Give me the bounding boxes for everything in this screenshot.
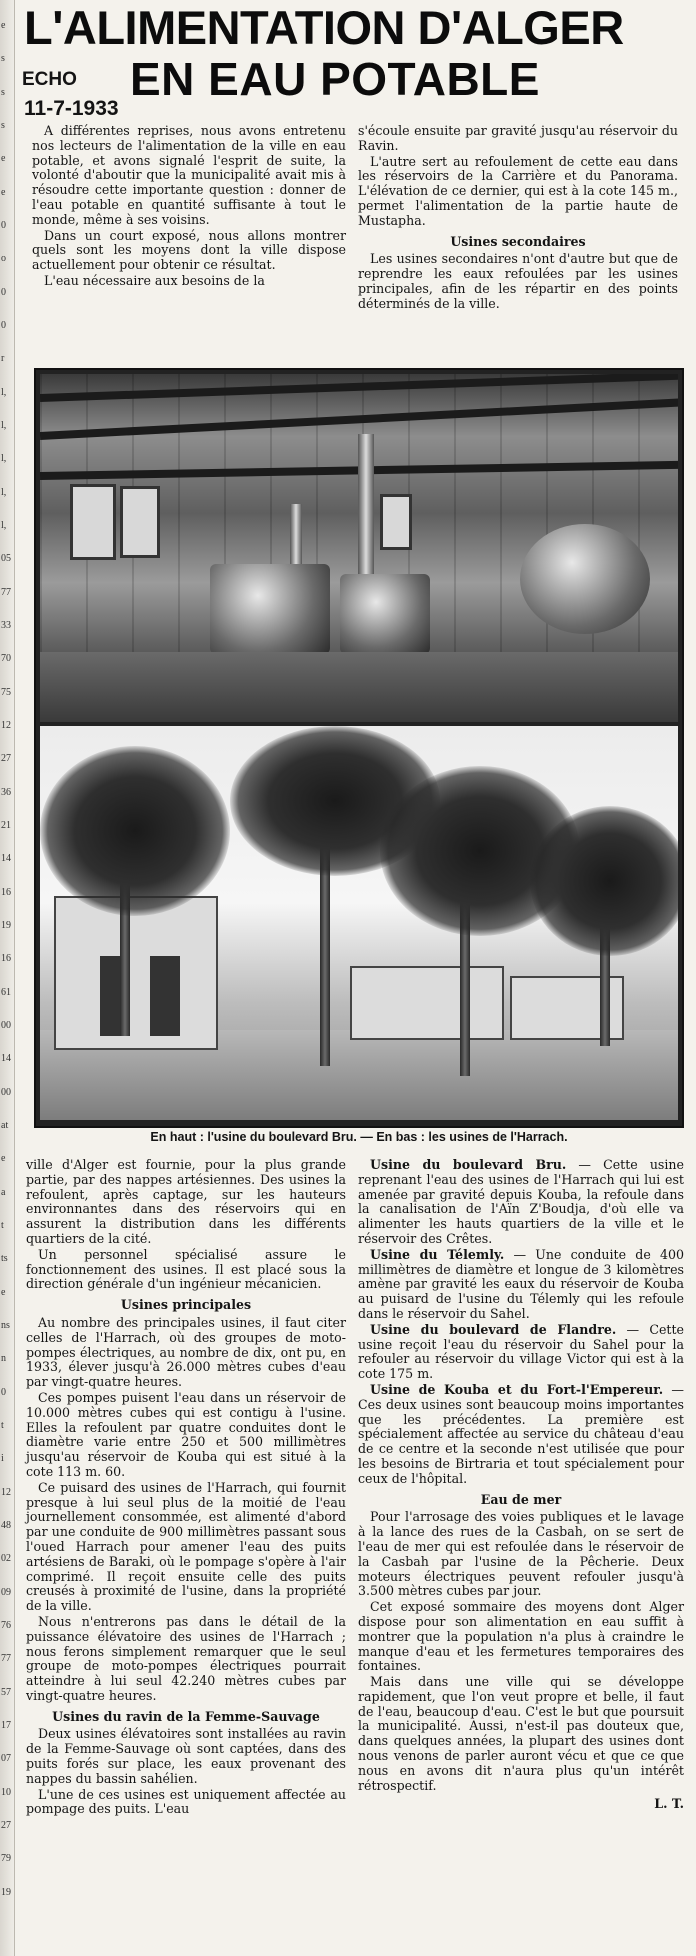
margin-fragment: l, [1,453,7,465]
section-heading: Usines du ravin de la Femme-Sauvage [52,1708,320,1724]
margin-fragment: 76 [1,1620,11,1631]
paragraph: ville d'Alger est fournie, pour la plus grande partie, par des nappes artésiennes. Des usines la refoulent, après captage, sur les hauteurs environnantes dans des réservoirs qui en assurent la distribution dans les différents quartiers de la cité. [26,1157,346,1246]
margin-fragment: i [1,1453,4,1465]
margin-fragment: o [1,253,6,265]
margin-fragment: r [1,353,5,365]
margin-fragment: 05 [1,553,11,565]
margin-fragment: ns [1,1320,10,1331]
margin-fragment: s [1,53,5,65]
paragraph: Deux usines élévatoires sont installées au ravin de la Femme-Sauvage où sont captées, dans des puits forés sur place, les eaux provenant des nappes du bassin sahélien. [26,1726,346,1786]
text-column-4 [358,1158,684,1812]
run-in-heading: Usine de Kouba et du Fort-l'Empereur. [370,1381,664,1397]
paragraph [358,1383,684,1487]
headline-line-1: L'ALIMENTATION D'ALGER [24,1,624,54]
margin-fragment: 79 [1,1853,11,1865]
source-label: ECHO [22,69,77,90]
run-in-heading: Usine du boulevard Bru. [370,1157,567,1172]
margin-fragment: 16 [1,886,11,898]
run-in-heading: Usine du Télemly. [370,1246,505,1262]
margin-fragment: 00 [1,1086,11,1098]
paragraph: L'autre sert au refoulement de cette eau dans les réservoirs de la Carrière et du Panorama. L'élévation de ce dernier, qui est à la cote 145 m., permet l'alimentation de la partie haute de Mustapha. [358,153,678,228]
margin-fragment: 61 [1,986,11,998]
paragraph [358,1248,684,1322]
margin-fragment: 00 [1,1020,11,1031]
margin-fragment: at [1,1120,9,1131]
margin-fragment: a [1,1186,6,1198]
paragraph: Ce puisard des usines de l'Harrach, qui fournit presque à lui seul plus de la moitié de l'eau journellement consommée, est alimenté d'abord par une conduite de 900 millimètres passant sous l'oued Harrach pour amener l'eau des puits artésiens de Baraki, où le pompage s'opère à l'air comprimé. Il reçoit ensuite celle des puits creusés à proximité de l'usine, dans la propriété de la ville. [26,1479,346,1614]
margin-fragment: e [1,1153,6,1165]
section-heading: Eau de mer [480,1491,562,1507]
margin-fragment: 07 [1,1753,11,1765]
text-column-1 [32,124,346,290]
margin-fragment: 10 [1,1786,11,1798]
author-signature: L. T. [654,1796,684,1812]
margin-fragment: t [1,1220,4,1231]
paragraph-body: — Cette usine reprenant l'eau des usines de l'Harrach qui lui est amenée par gravité depuis Kouba, la refoule dans la canalisation de l'Aïn Z'Boudja, d'où elle va alimenter les hauts quartiers de la ville et le réservoir des Crêtes. [358,1157,684,1246]
margin-fragment: e [1,20,6,31]
paragraph: Nous n'entrerons pas dans le détail de la puissance élévatoire des usines de l'Harrach ; nous ferons simplement remarquer que le seul groupe de moto-pompes électriques pourrait atteindre à lui seul 42.240 mètres cubes par vingt-quatre heures. [26,1613,346,1703]
text-column-2 [358,124,678,313]
photo-usine-boulevard-bru [40,374,678,722]
margin-fragment: 0 [1,1386,6,1398]
photo-frame [34,368,684,1128]
text-column-3 [26,1158,346,1818]
margin-fragment: 12 [1,720,11,731]
paragraph: Cet exposé sommaire des moyens dont Alger dispose pour son alimentation en eau suffit à montrer que la population n'a plus à craindre le manque d'eau et les fermetures temporaires des fontaines. [358,1599,684,1674]
margin-fragment: e [1,153,6,165]
paragraph: Un personnel spécialisé assure le fonctionnement des usines. Il est placé sous la direction générale d'un ingénieur mécanicien. [26,1246,346,1292]
paragraph-body: — Ces deux usines sont beaucoup moins importantes que les précédentes. La première est spécialement affectée au service du château d'eau de ce centre et la seconde n'est utilisée que pour les besoins de Birtraria et tout spécialement pour ceux de l'hôpital. [358,1381,684,1486]
margin-fragment: n [1,1353,6,1365]
margin-fragment: 09 [1,1586,11,1598]
margin-fragment: 16 [1,953,11,965]
margin-fragment: 14 [1,853,11,865]
paragraph [358,1158,684,1247]
paragraph-body: — Cette usine reçoit l'eau du réservoir du Sahel pour la refouler au réservoir du village Victor qui est à la cote 175 m. [358,1321,684,1382]
margin-fragment: 12 [1,1486,11,1498]
section-heading: Usines principales [120,1297,252,1313]
paragraph: Ces pompes puisent l'eau dans un réservoir de 10.000 mètres cubes qui est contigu à l'usine. Elles la refoulent par quatre conduites dont le diamètre varie entre 250 et 500 millimètres jusqu'au réservoir de Kouba qui est situé à la cote 113 m. 60. [26,1389,346,1479]
margin-fragment: 0 [1,320,6,331]
margin-fragment: 19 [1,920,11,931]
margin-fragment: 57 [1,1686,11,1698]
paragraph-body: — Une conduite de 400 millimètres de diamètre et longue de 3 kilomètres amène par gravité les eaux du réservoir de Kouba au puisard de l'usine du Télemly qui les refoule dans le réservoir du Sahel. [358,1246,685,1321]
margin-fragment: l, [1,486,7,498]
newspaper-clipping [20,0,688,1956]
margin-fragment: ts [1,1253,8,1265]
paragraph [358,1323,684,1382]
margin-fragment: l, [1,420,7,431]
margin-fragment: 14 [1,1053,11,1065]
photo-caption: En haut : l'usine du boulevard Bru. — En bas : les usines de l'Harrach. [150,1130,568,1144]
headline-line-2: EN EAU POTABLE [130,53,540,105]
margin-fragment: 75 [1,686,11,698]
margin-fragment: 27 [1,753,11,765]
paragraph: s'écoule ensuite par gravité jusqu'au réservoir du Ravin. [358,123,678,153]
margin-fragment: 0 [1,220,6,231]
margin-fragment: 0 [1,286,6,298]
paragraph: Les usines secondaires n'ont d'autre but que de reprendre les eaux refoulées par les usines principales, afin de les répartir en des points déterminés de la ville. [358,251,678,311]
margin-fragment: 77 [1,586,11,598]
margin-fragment: 33 [1,620,11,631]
margin-fragment: e [1,186,6,198]
margin-fragment: 48 [1,1520,11,1531]
paragraph: Au nombre des principales usines, il faut citer celles de l'Harrach, où des groupes de moto-pompes électriques, au nombre de dix, ont pu, en 1933, élever jusqu'à 26.000 mètres cubes d'eau par vingt-quatre heures. [26,1314,346,1390]
paragraph: L'eau nécessaire aux besoins de la [44,272,265,288]
margin-fragment: 77 [1,1653,11,1665]
margin-fragment: 02 [1,1553,11,1565]
margin-fragment: 27 [1,1820,11,1831]
run-in-heading: Usine du boulevard de Flandre. [370,1321,617,1337]
margin-fragment: 21 [1,820,11,831]
margin-fragment: l, [1,386,7,398]
margin-fragment: l, [1,520,7,531]
margin-fragment: 17 [1,1720,11,1731]
photo-usines-harrach [40,726,678,1120]
margin-fragment: 70 [1,653,11,665]
margin-fragment: s [1,120,5,131]
margin-fragment: s [1,86,5,98]
adjacent-column-margin [0,0,15,1956]
section-heading: Usines secondaires [450,233,586,249]
paragraph: Mais dans une ville qui se développe rapidement, que l'on veut propre et belle, il faut de l'eau, beaucoup d'eau. C'est le but que poursuit la municipalité. Aussi, n'est-il pas douteux que, dans quelques années, la plupart des usines dont nous venons de parler auront vécu et que ce que nous en avons dit n'aura plus qu'un intérêt rétrospectif. [358,1674,684,1793]
margin-fragment: e [1,1286,6,1298]
margin-fragment: 36 [1,786,11,798]
paragraph: L'une de ces usines est uniquement affectée au pompage des puits. L'eau [26,1786,346,1817]
paragraph: Pour l'arrosage des voies publiques et le lavage à la lance des rues de la Casbah, on se sert de l'eau de mer qui est refoulée dans le réservoir de la Casbah par l'usine de la Pêcherie. Deux moteurs électriques peuvent refouler jusqu'à 3.500 mètres cubes par jour. [358,1509,684,1599]
paragraph: A différentes reprises, nous avons entretenu nos lecteurs de l'alimentation de la ville en eau potable, et avons signalé l'esprit de suite, la volonté d'aboutir que la municipalité avait mis à résoudre cette importante question : donner de l'eau potable en quantité suffisante à tout le monde, même à ses voisins. [32,123,346,227]
paragraph: Dans un court exposé, nous allons montrer quels sont les moyens dont la ville dispose actuellement pour obtenir ce résultat. [32,227,346,273]
publication-date: 11-7-1933 [24,97,119,120]
margin-fragment: 19 [1,1886,11,1898]
margin-fragment: t [1,1420,4,1431]
